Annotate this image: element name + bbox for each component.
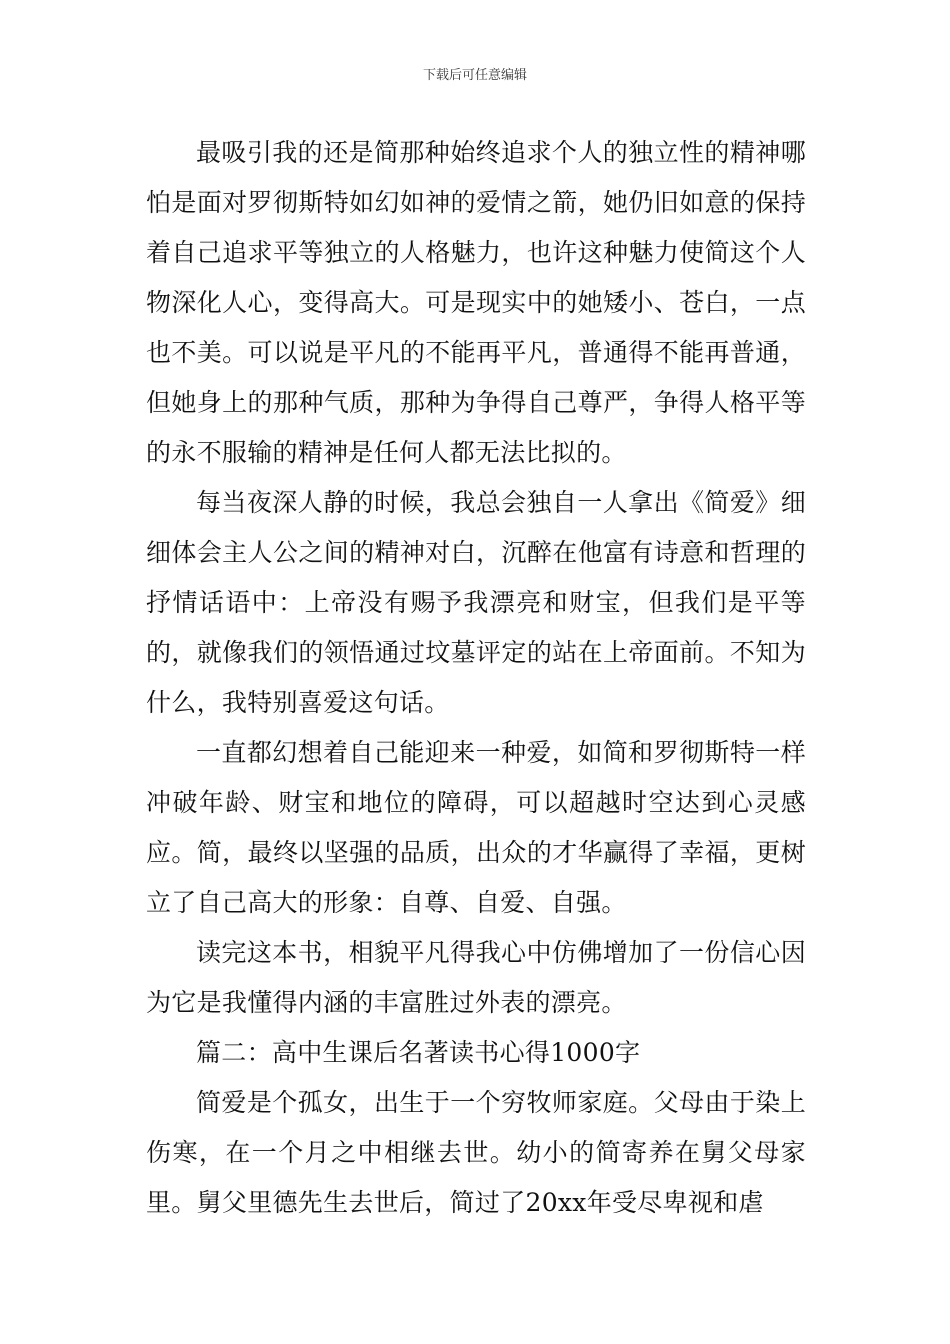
page-header-note: 下载后可任意编辑 <box>422 68 527 83</box>
paragraph-2: 每当夜深人静的时候，我总会独自一人拿出《简爱》细细体会主人公之间的精神对白，沉醉在他富有诗意和哲理的抒情话语中：上帝没有赐予我漂亮和财宝，但我们是平等的，就像我们的领悟通过坟墓评定的站在上帝面前。不知为什么，我特别喜爱这句话。 <box>146 488 806 717</box>
paragraph-5: 简爱是个孤女，出生于一个穷牧师家庭。父母由于染上伤寒，在一个月之中相继去世。幼小的简寄养在舅父母家里。舅父里德先生去世后，简过了20xx年受尽卑视和虐 <box>146 1088 806 1217</box>
paragraph-3: 一直都幻想着自己能迎来一种爱，如简和罗彻斯特一样冲破年龄、财宝和地位的障碍，可以超越时空达到心灵感应。简，最终以坚强的品质，出众的才华赢得了幸福，更树立了自己高大的形象：自尊、自爱、自强。 <box>146 738 806 917</box>
paragraph-1: 最吸引我的还是简那种始终追求个人的独立性的精神哪怕是面对罗彻斯特如幻如神的爱情之箭，她仍旧如意的保持着自己追求平等独立的人格魅力，也许这种魅力使简这个人物深化人心，变得高大。可是现实中的她矮小、苍白，一点也不美。可以说是平凡的不能再平凡，普通得不能再普通，但她身上的那种气质，那种为争得自己尊严，争得人格平等的永不服输的精神是任何人都无法比拟的。 <box>146 138 806 467</box>
section-heading: 篇二：高中生课后名著读书心得1000字 <box>196 1038 641 1067</box>
paragraph-4: 读完这本书，相貌平凡得我心中仿佛增加了一份信心因为它是我懂得内涵的丰富胜过外表的漂亮。 <box>146 938 806 1017</box>
document-body <box>146 128 806 1228</box>
